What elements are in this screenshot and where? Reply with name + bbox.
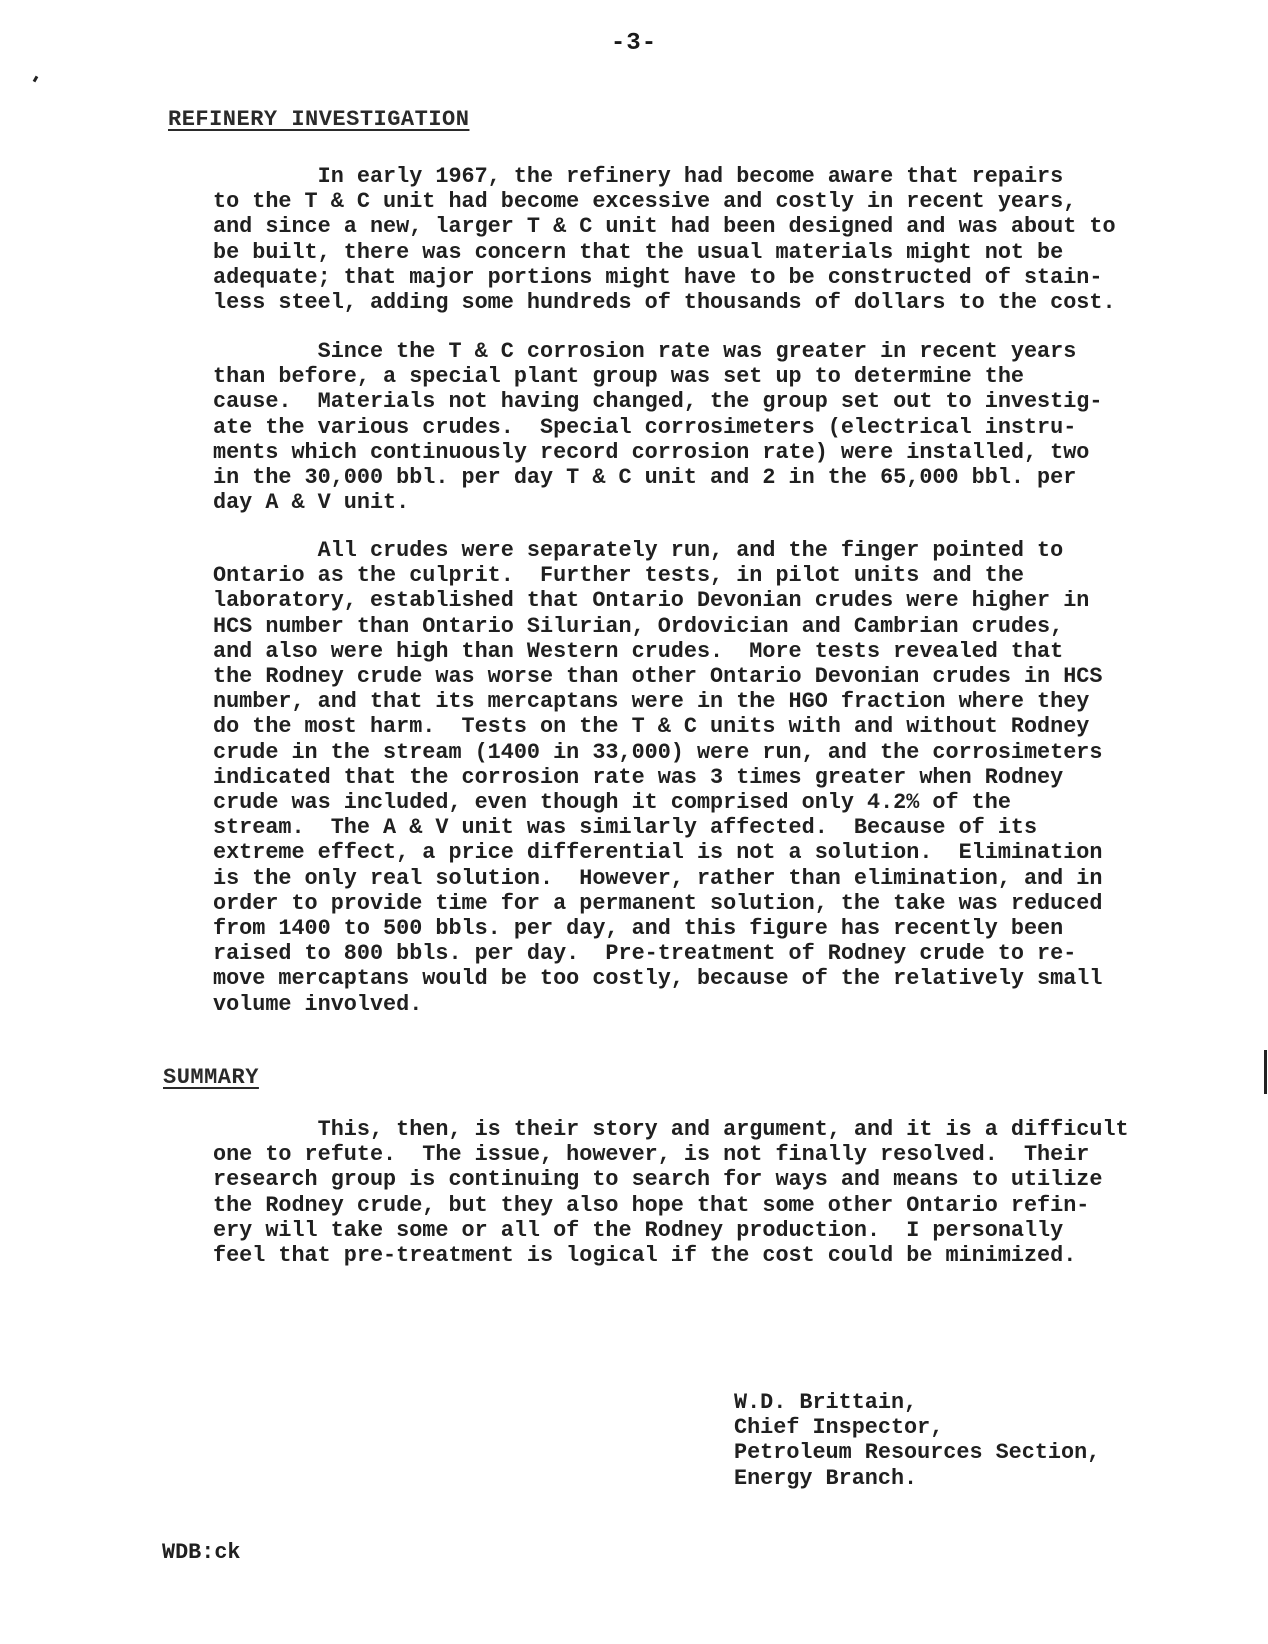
reference-initials: WDB:ck: [162, 1540, 241, 1565]
scan-speck: [33, 76, 39, 83]
section-heading-refinery-investigation: REFINERY INVESTIGATION: [168, 107, 470, 132]
paragraph-summary: This, then, is their story and argument, and it is a difficult one to refute. The issue, however, is not finally resolved. Their research group is continuing to search for ways and means to utilize the Rodney crude, but they also hope that some other Ontario refin- ery will take some or all of the Rodney production. I personally feel that pre-treatment is logical if the cost could be minimized.: [213, 1117, 1129, 1269]
paragraph-early-1967: In early 1967, the refinery had become aware that repairs to the T & C unit had become excessive and costly in recent years, and since a new, larger T & C unit had been designed and was about to be built, there was concern that the usual materials might not be adequate; that major portions might have to be constructed of stain- less steel, adding some hundreds of thousands of dollars to the cost.: [213, 164, 1116, 316]
signature-block: W.D. Brittain, Chief Inspector, Petroleum Resources Section, Energy Branch.: [734, 1390, 1101, 1491]
section-heading-summary: SUMMARY: [163, 1065, 259, 1090]
paragraph-crude-tests: All crudes were separately run, and the finger pointed to Ontario as the culprit. Further tests, in pilot units and the laboratory, established that Ontario Devonian crudes were higher in HCS number than Ontario Silurian, Ordovician and Cambrian crudes, and also were high than Western crudes. More tests revealed that the Rodney crude was worse than other Ontario Devonian crudes in HCS number, and that its mercaptans were in the HGO fraction where they do the most harm. Tests on the T & C units with and without Rodney crude in the stream (1400 in 33,000) were run, and the corrosimeters indicated that the corrosion rate was 3 times greater when Rodney crude was included, even though it comprised only 4.2% of the stream. The A & V unit was similarly affected. Because of its extreme effect, a price differential is not a solution. Elimination is the only real solution. However, rather than elimination, and in order to provide time for a permanent solution, the take was reduced from 1400 to 500 bbls. per day, and this figure has recently been raised to 800 bbls. per day. Pre-treatment of Rodney crude to re- move mercaptans would be too costly, because of the relatively small volume involved.: [213, 538, 1103, 1017]
scan-edge-mark: [1264, 1050, 1267, 1094]
page-number: -3-: [610, 30, 658, 57]
paragraph-corrosion-rate: Since the T & C corrosion rate was greater in recent years than before, a special plant group was set up to determine the cause. Materials not having changed, the group set out to investig- ate the various crudes. Special corrosimeters (electrical instru- ments which continuously record corrosion rate) were installed, two in the 30,000 bbl. per day T & C unit and 2 in the 65,000 bbl. per day A & V unit.: [213, 339, 1103, 516]
